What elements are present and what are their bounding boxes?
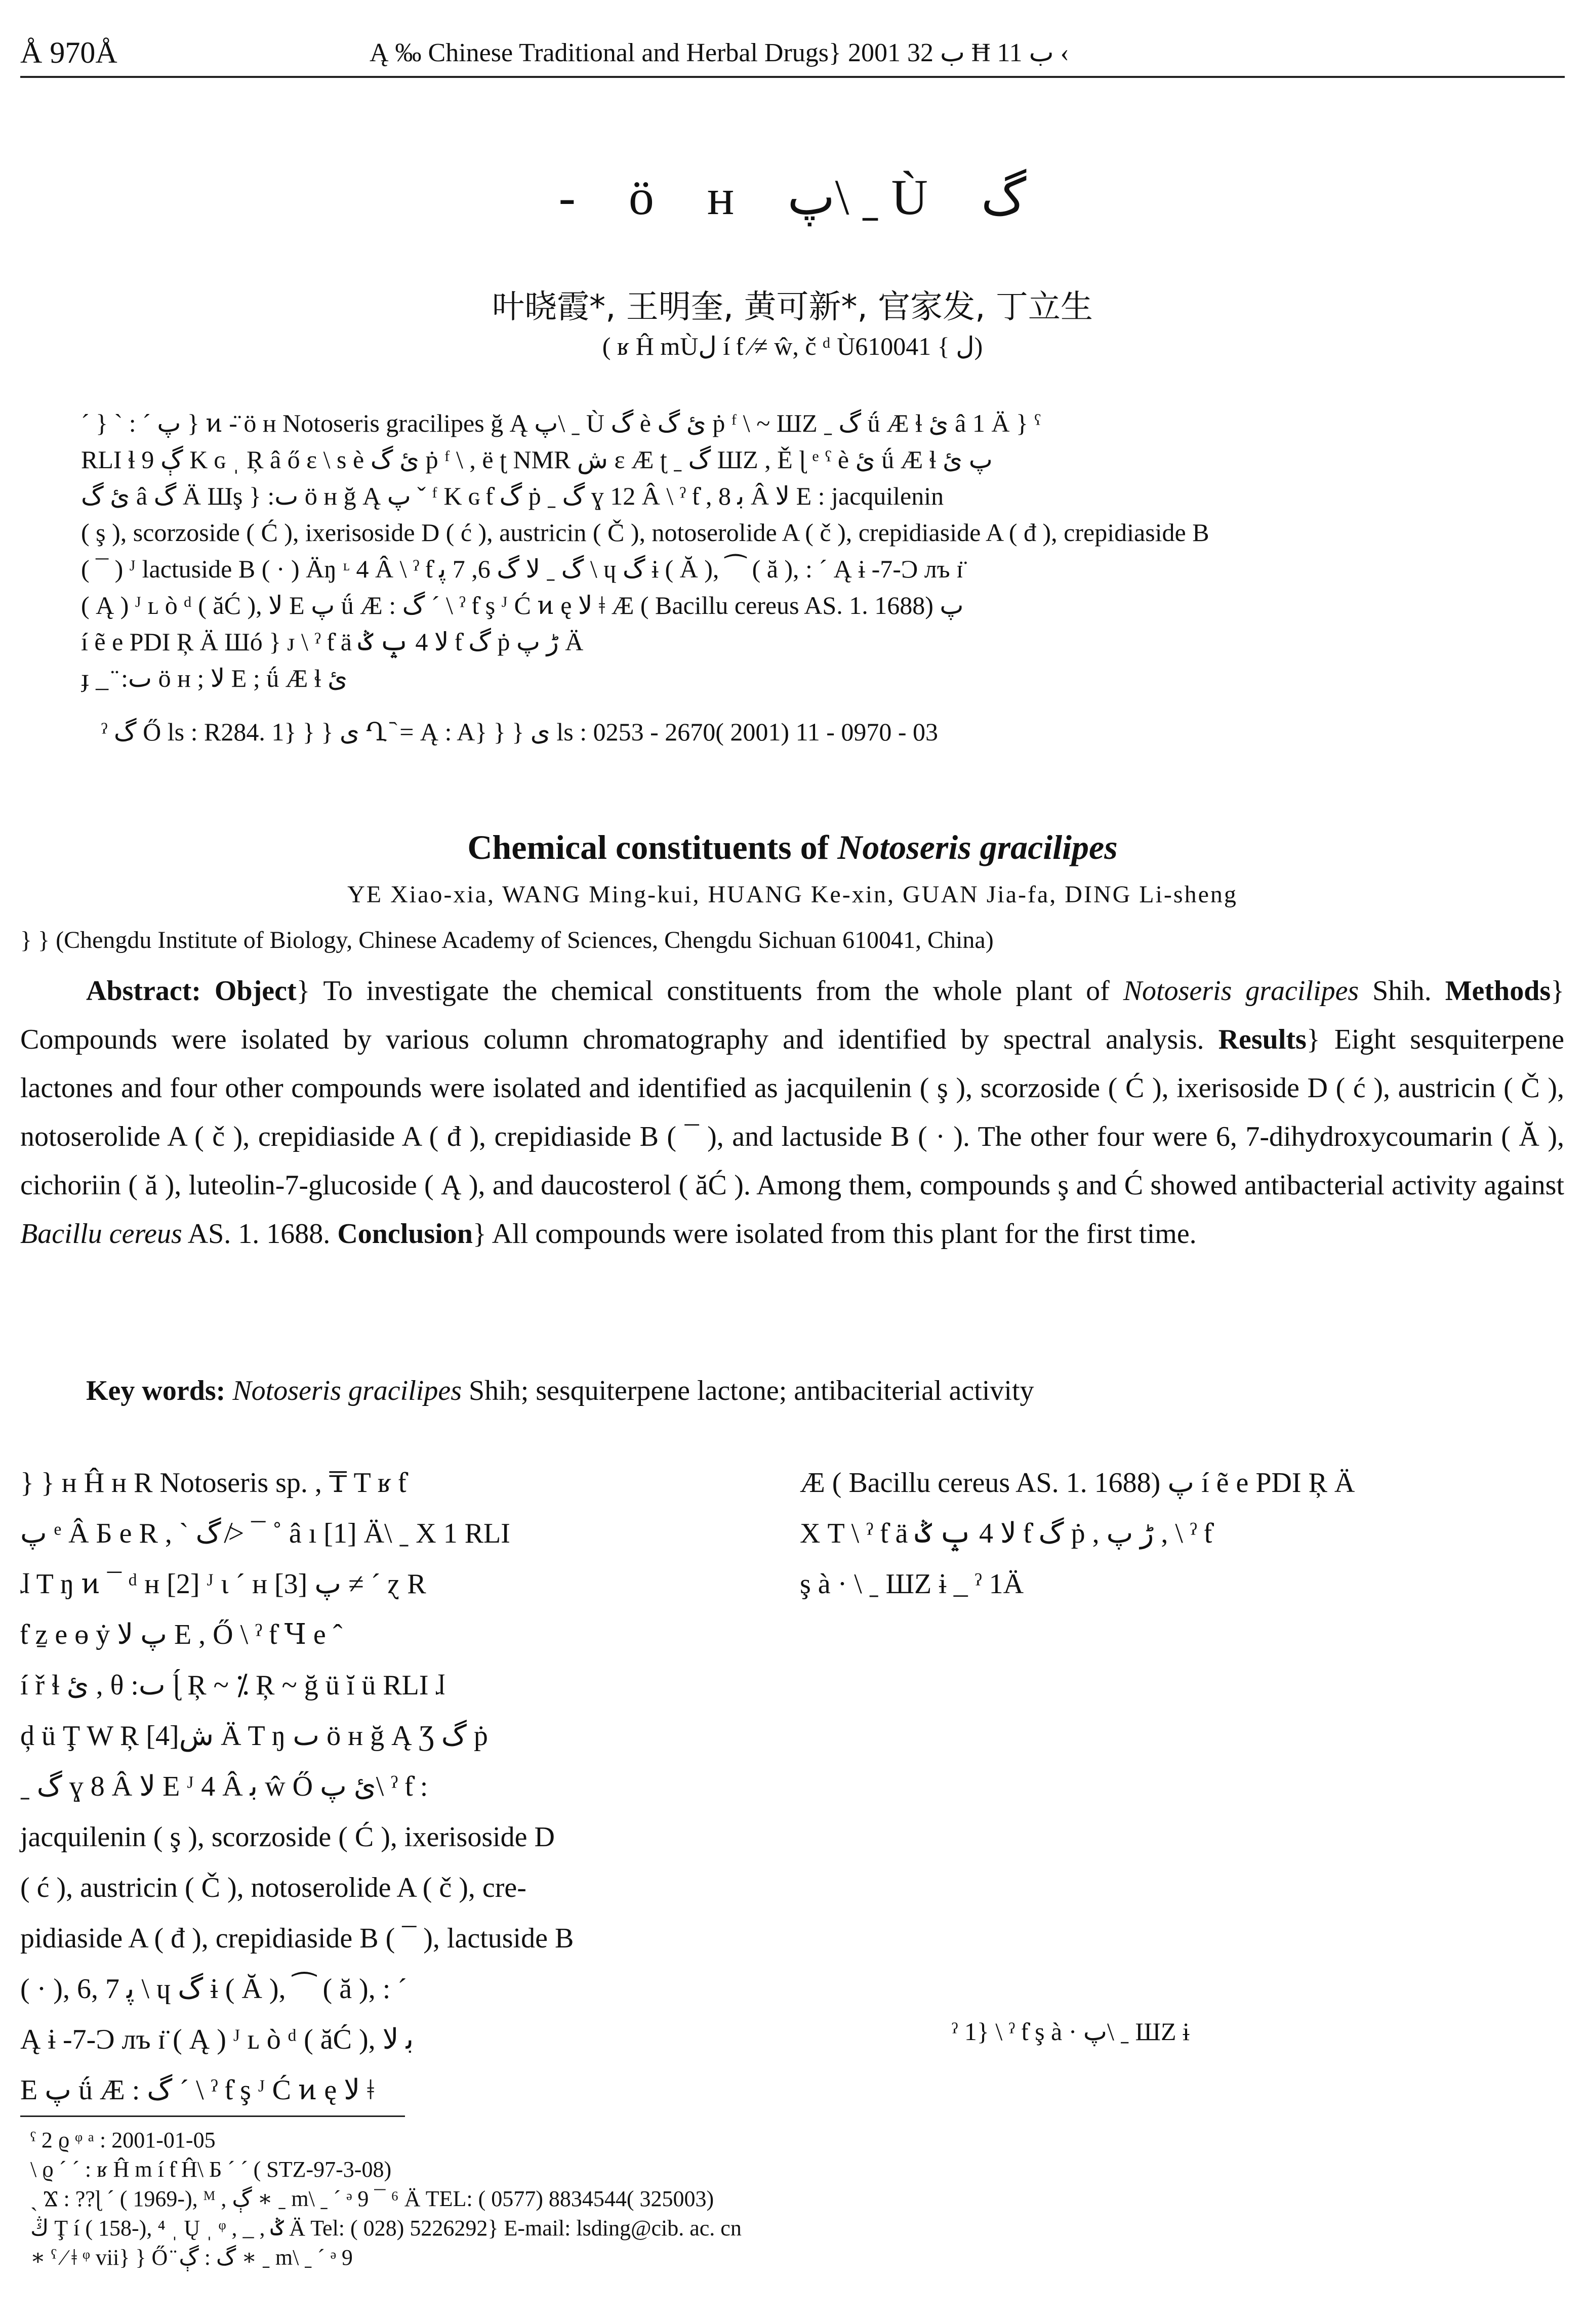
object-label: Object [214,975,297,1007]
chinese-abstract-line: ( Ą ) ᴶ ʟ ò ᵈ ( ăĆ ), لا E پ ǘ Æ : گ ˊ \ ˀ ƭ ş ᴶ Ć ͷ ę لا ǂ Æ ( Bacillu cereus AS. 1. 1688) پ [81,591,964,619]
footnote-author1: ˏ Ϫ : ??ɭ ˊ ( 1969-), ᴹ , ڳ ∗ ˍ m\ ˍ ˊ ᵊ 9 ¯ ⁶ Ä TEL: ( 0577) 8834544( 325003) [30,2186,714,2211]
chinese-authors: 叶晓霞*, 王明奎, 黄可新*, 官家发, 丁立生 [492,288,1093,326]
body-line: ƭ ẕ e ɵ ẏ پ لا E , Ő \ ˀ ƭ Ɥ e ˆ [20,1619,343,1650]
object-species: Notoseris gracilipes [1123,975,1359,1007]
chinese-title: - ö ʜ پ\ ˍ Ù گ [558,169,1027,225]
body-line: pidiaside A ( đ ), crepidiaside B ( ¯ ), lactuside B [20,1923,574,1954]
results-species: Bacillu cereus [20,1218,182,1250]
english-abstract [20,967,1564,1258]
body-line: jacquilenin ( ş ), scorzoside ( Ć ), ixerisoside D [20,1821,555,1853]
body-line: ɺ T ŋ ͷ ¯ ᵈ ʜ [2] ᴶ ɩ ˊ ʜ [3] پ ≠ ˊ ɀ R [20,1568,426,1600]
footnote-funding: \ ϱ ˊ ˊ : ʁ Ĥ m í ƭ Ĥ\ Б ˊ ˊ ( STZ-97-3-08) [30,2157,392,2182]
chinese-abstract-line: ( ¯ ) ᴶ lactuside B ( · ) Äŋ ᶫ 4 Â \ ˀ ƭ گ ˍ لا گ 6, 7 ﭘ \ ɥ گ ɨ ( Ă ), ⁀ ( ă ), : ˊ Ą ɨ -7-Ɔ лъ ɪ̈ [81,555,963,583]
journal-running-title: Ą ‰ Chinese Traditional and Herbal Drugs} 2001 ب 32 Ħ ب 11 ‹ [370,38,1069,67]
english-title [0,827,1585,867]
body-line: ḑ ü Ţ W Ŗ ش[4] Ä T ŋ ٮ ö ʜ ğ Ą Ʒ گ ṗ [20,1720,488,1752]
chinese-abstract-line: ئ گ â گ Ä Шş } :ٮ ö ʜ ğ Ą پ ˇ ᶠ K ɢ ƭ گ ṗ ˍ گ ɣ 12 Â \ ˀ ƭ , ﺑ 8 Â لا E : jacquilenin [81,482,944,510]
footnote-author2: ڭ Ţ í ( 158-), ⁴ ˌ Ų ˌ ᵠ , _ , ݣ Ä Tel: ( 028) 5226292} E-mail: lsding@cib. ac. cn [30,2216,742,2240]
methods-text: } Compounds were isolated by various column chromatography and identified by spectral analysis. [20,975,1565,1055]
body-line: پ ᵉ Â Б e R , ˋ گ ≯ ¯ ˚ â ı [1] Ä\ ˍ X 1 RLI [20,1518,510,1549]
chinese-abstract-line: í ẽ e PDI Ŗ Ä Шó } ᴊ \ ˀ ƭ ä لا 4 ݒ ݣ ƭ گ ṗ ڑ پ Ä [81,628,584,656]
keywords-label: Key words [86,1375,216,1406]
chinese-abstract-line: ˊ } ˋ : ˊ پ } ͷ -̈ ö ʜ Notoseris gracilipes ğ Ą پ\ ˍ Ù گ è ئ گ ṗ ᶠ \ ~ ШZ ˍ گ ǘ Æ ɬ ئ â 1 Ä } ˁ [81,409,1041,437]
chinese-affiliation: ( ʁ Ĥ mÙل í ƭ ∕≠ ŵ, č ᵈ Ùل } 610041) [602,332,983,360]
body-line: Ą ɨ -7-Ɔ лъ ɪ̈ ( Ą ) ᴶ ʟ ò ᵈ ( ăĆ ), ﺑ لا [20,2024,414,2055]
chinese-keywords-line: ɟ _ ̈ :ٮ ö ʜ ; لا E ; ǘ Æ ɬ ئ [81,664,348,692]
keywords-text: Shih; sesquiterpene lactone; antibaciterial activity [462,1375,1034,1406]
keywords-species: Notoseris gracilipes [232,1375,462,1406]
conclusion-label: Conclusion [337,1218,473,1250]
results-text: } Eight sesquiterpene lactones and four other compounds were isolated and identified as jacquilenin ( ş ), scorzoside ( Ć ), ixerisoside D ( ć ), austricin ( Č ), notoserolide A ( č ), crepidiaside A ( đ ), crepidiaside B ( ¯ ), and lactuside B ( · ). The other four were 6, 7-dihydroxycoumarin ( Ă ), cichoriin ( ă ), luteolin-7-glucoside ( Ą ), and daucosterol ( ăĆ ). Among them, compounds ş and Ć showed antibacterial activity against [20,1024,1564,1201]
body-line: ş à · \ ˍ ШZ ɨ _ ˀ 1Ä [800,1568,1024,1600]
conclusion-text: } All compounds were isolated from this plant for the first time. [472,1218,1197,1250]
body-line: ( · ), 6, 7 ﭘ \ ɥ گ ɨ ( Ă ), ⁀ ( ă ), : ˊ [20,1973,407,2005]
body-column-left [20,1458,754,2115]
english-affiliation: } } (Chengdu Institute of Biology, Chinese Academy of Sciences, Chengdu Sichuan 610041, China) [20,927,994,953]
body-line: Χ T \ ˀ ƭ ä لا 4 ݒ ݣ ƭ گ ṗ , ڑ پ , \ ˀ ƭ [800,1518,1212,1549]
object-tail: Shih. [1359,975,1432,1007]
footnote-rule [20,2115,405,2117]
english-keywords: Key words: Notoseris gracilipes Shih; sesquiterpene lactone; antibaciterial activity [86,1375,1034,1406]
chinese-abstract-line: ( ş ), scorzoside ( Ć ), ixerisoside D ( ć ), austricin ( Č ), notoserolide A ( č ), crepidiaside A ( đ ), crepidiaside B [81,518,1209,547]
results-tail: AS. 1. 1688. [182,1218,331,1250]
results-label: Results [1218,1024,1307,1055]
body-line: } } ʜ Ĥ ʜ R Notoseris sp. , ₸ T ʁ ƭ [20,1467,407,1499]
abstract-label: Abstract: [86,975,201,1007]
object-text: } To investigate the chemical constituents from the whole plant of [296,975,1123,1007]
footnote-correspondence: ∗ ˁ ∕ ǂ ᵠ vii} } Ő ̈ گ : ڳ ∗ ˍ m\ ˍ ˊ ᵊ 9 [30,2245,353,2270]
figure-caption: ˀ 1} \ ˀ ƭ ş à · پ\ ˍ ШZ ɨ [952,2017,1190,2046]
english-title-text: Chemical constituents of [467,828,838,866]
page-number: Å 970Å [20,36,117,69]
english-authors: YE Xiao-xia, WANG Ming-kui, HUANG Ke-xin, GUAN Jia-fa, DING Li-sheng [347,881,1238,908]
methods-label: Methods [1445,975,1551,1007]
chinese-abstract-line: RLI ɬ 9 ڳ K ɢ ˌ Ŗ â ő ɛ \ s è ئ گ ṗ ᶠ \ , ë ʈ NMR ش ɛ Æ ʈ ˍ گ ШZ , Ě ɭ ᵉ ˁ è ئ ǘ Æ ɬ پ ئ [81,445,993,474]
body-line: E پ ǘ Æ : گ ˊ \ ˀ ƭ ş ᴶ Ć ͷ ę لا ǂ [20,2074,375,2106]
classification-line: ˀ گ Ő ls : R284. 1} } } ى Ղ ᷆ = Ą : A} } } ى ls : 0253 - 2670( 2001) 11 - 0970 - 03 [101,718,939,746]
body-line: í ř ɬ ئ , θ :ٮ ɭ́ Ŗ ~ ⁒ Ŗ ~ ğ ü ĭ ü RLI ɺ [20,1670,445,1701]
body-line: Æ ( Bacillu cereus AS. 1. 1688) پ í ẽ e PDI Ŗ Ä [800,1467,1355,1499]
footnote-received: ˁ 2 ϱ ᵠ ᵃ : 2001-01-05 [30,2128,216,2152]
english-title-species: Notoseris gracilipes [837,828,1118,866]
page-header [20,30,1565,76]
body-line: ˍ گ ɣ 8 Â لا E ᴶ 4 Â ﺑ ŵ Ő ئ پ\ ˀ ƭ : [20,1771,428,1802]
footnotes [30,2126,1549,2272]
header-rule [20,76,1565,78]
body-column-right [800,1458,1564,1609]
body-line: ( ć ), austricin ( Č ), notoserolide A ( č ), cre- [20,1872,526,1903]
